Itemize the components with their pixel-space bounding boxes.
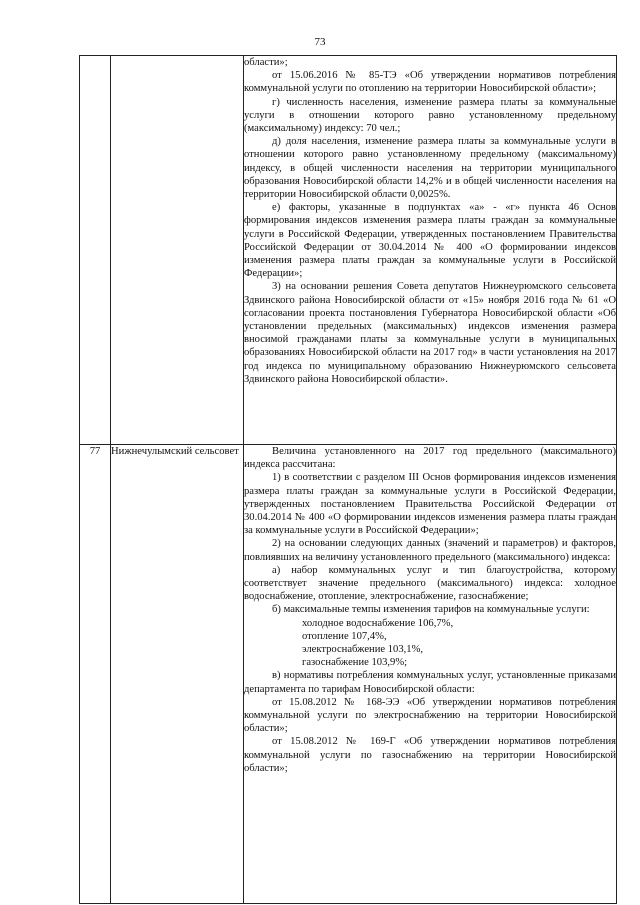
list-item: газоснабжение 103,9%; [302, 657, 408, 669]
paragraph: 3) на основании решения Совета депутатов Нижнеурюмского сельсовета Здвинского района Новосибирской области от «15» ноября 2016 года № 61 «О согласовании проекта постановления Губернатора Новосибирской области «Об установлении предельных (максимальных) индексов изменения размера вносимой гражданами платы за коммунальные услуги в муниципальных образованиях Новосибирской области на 2017 год» в части установления на 2017 год индекса по муниципальному образованию Нижнеурюмского сельсовета Здвинского района Новосибирской области». [244, 281, 616, 385]
municipality-name: Нижнечулымский сельсовет [111, 445, 244, 904]
paragraph: д) доля населения, изменение размера платы за коммунальные услуги в отношении которого равно установленному предельному (максимальному) индексу, в общей численности населения на территории муниципального образования Новосибирской области 14,2% и в общей численности населения на территории Новосибирской области 0,0025%. [244, 136, 616, 201]
municipality-name [111, 56, 244, 445]
paragraph: области»; [244, 57, 288, 68]
table-row [80, 56, 617, 445]
table-row [80, 445, 617, 904]
list-item: электроснабжение 103,1%, [302, 644, 424, 656]
paragraph: 1) в соответствии с разделом III Основ формирования индексов изменения размера платы граждан за коммунальные услуги в Российской Федерации, утвержденных постановлением Правительства Российской Федерации от 30.04.2014 № 400 «О формировании индексов изменения размера платы граждан за коммунальные услуги в Российской Федерации»; [244, 472, 616, 537]
paragraph: от 15.08.2012 № 168-ЭЭ «Об утверждении нормативов потребления коммунальной услуги по электроснабжению на территории Новосибирской области»; [244, 696, 616, 735]
paragraph: от 15.08.2012 № 169-Г «Об утверждении нормативов потребления коммунальной услуги по газоснабжению на территории Новосибирской области»; [244, 736, 616, 774]
list-item: холодное водоснабжение 106,7%, [302, 617, 454, 629]
paragraph: от 15.06.2016 № 85-ТЭ «Об утверждении нормативов потребления коммунальной услуги по отоплению на территории Новосибирской области»; [244, 70, 616, 95]
paragraph: г) численность населения, изменение размера платы за коммунальные услуги в отношении которого равно установленному предельному (максимальному) индексу: 70 чел.; [244, 96, 616, 135]
paragraph: а) набор коммунальных услуг и тип благоустройства, которому соответствует значение предельного (максимального) индекса: холодное водоснабжение, отопление, электроснабжение, газоснабжение; [244, 564, 616, 603]
paragraph: Величина установленного на 2017 год предельного (максимального) индекса рассчитана: [244, 446, 616, 471]
row-number [80, 56, 111, 445]
row-text [244, 445, 617, 904]
document-table [79, 55, 617, 904]
row-text [244, 56, 617, 445]
paragraph: в) нормативы потребления коммунальных услуг, установленные приказами департамента по тарифам Новосибирской области: [244, 670, 616, 695]
row-number: 77 [80, 445, 111, 904]
list-item: отопление 107,4%, [302, 630, 387, 642]
paragraph: 2) на основании следующих данных (значений и параметров) и факторов, повлиявших на величину установленного предельного (максимального) индекса: [244, 538, 616, 563]
paragraph: е) факторы, указанные в подпунктах «а» - «г» пункта 46 Основ формирования индексов изменения размера платы граждан за коммунальные услуги в Российской Федерации, утвержденных постановлением Правительства Российской Федерации от 30.04.2014 № 400 «О формировании индексов изменения размера платы граждан за коммунальные услуги в Российской Федерации»; [244, 202, 616, 280]
page-number: 73 [314, 36, 326, 48]
paragraph: б) максимальные темпы изменения тарифов на коммунальные услуги: [272, 604, 590, 616]
